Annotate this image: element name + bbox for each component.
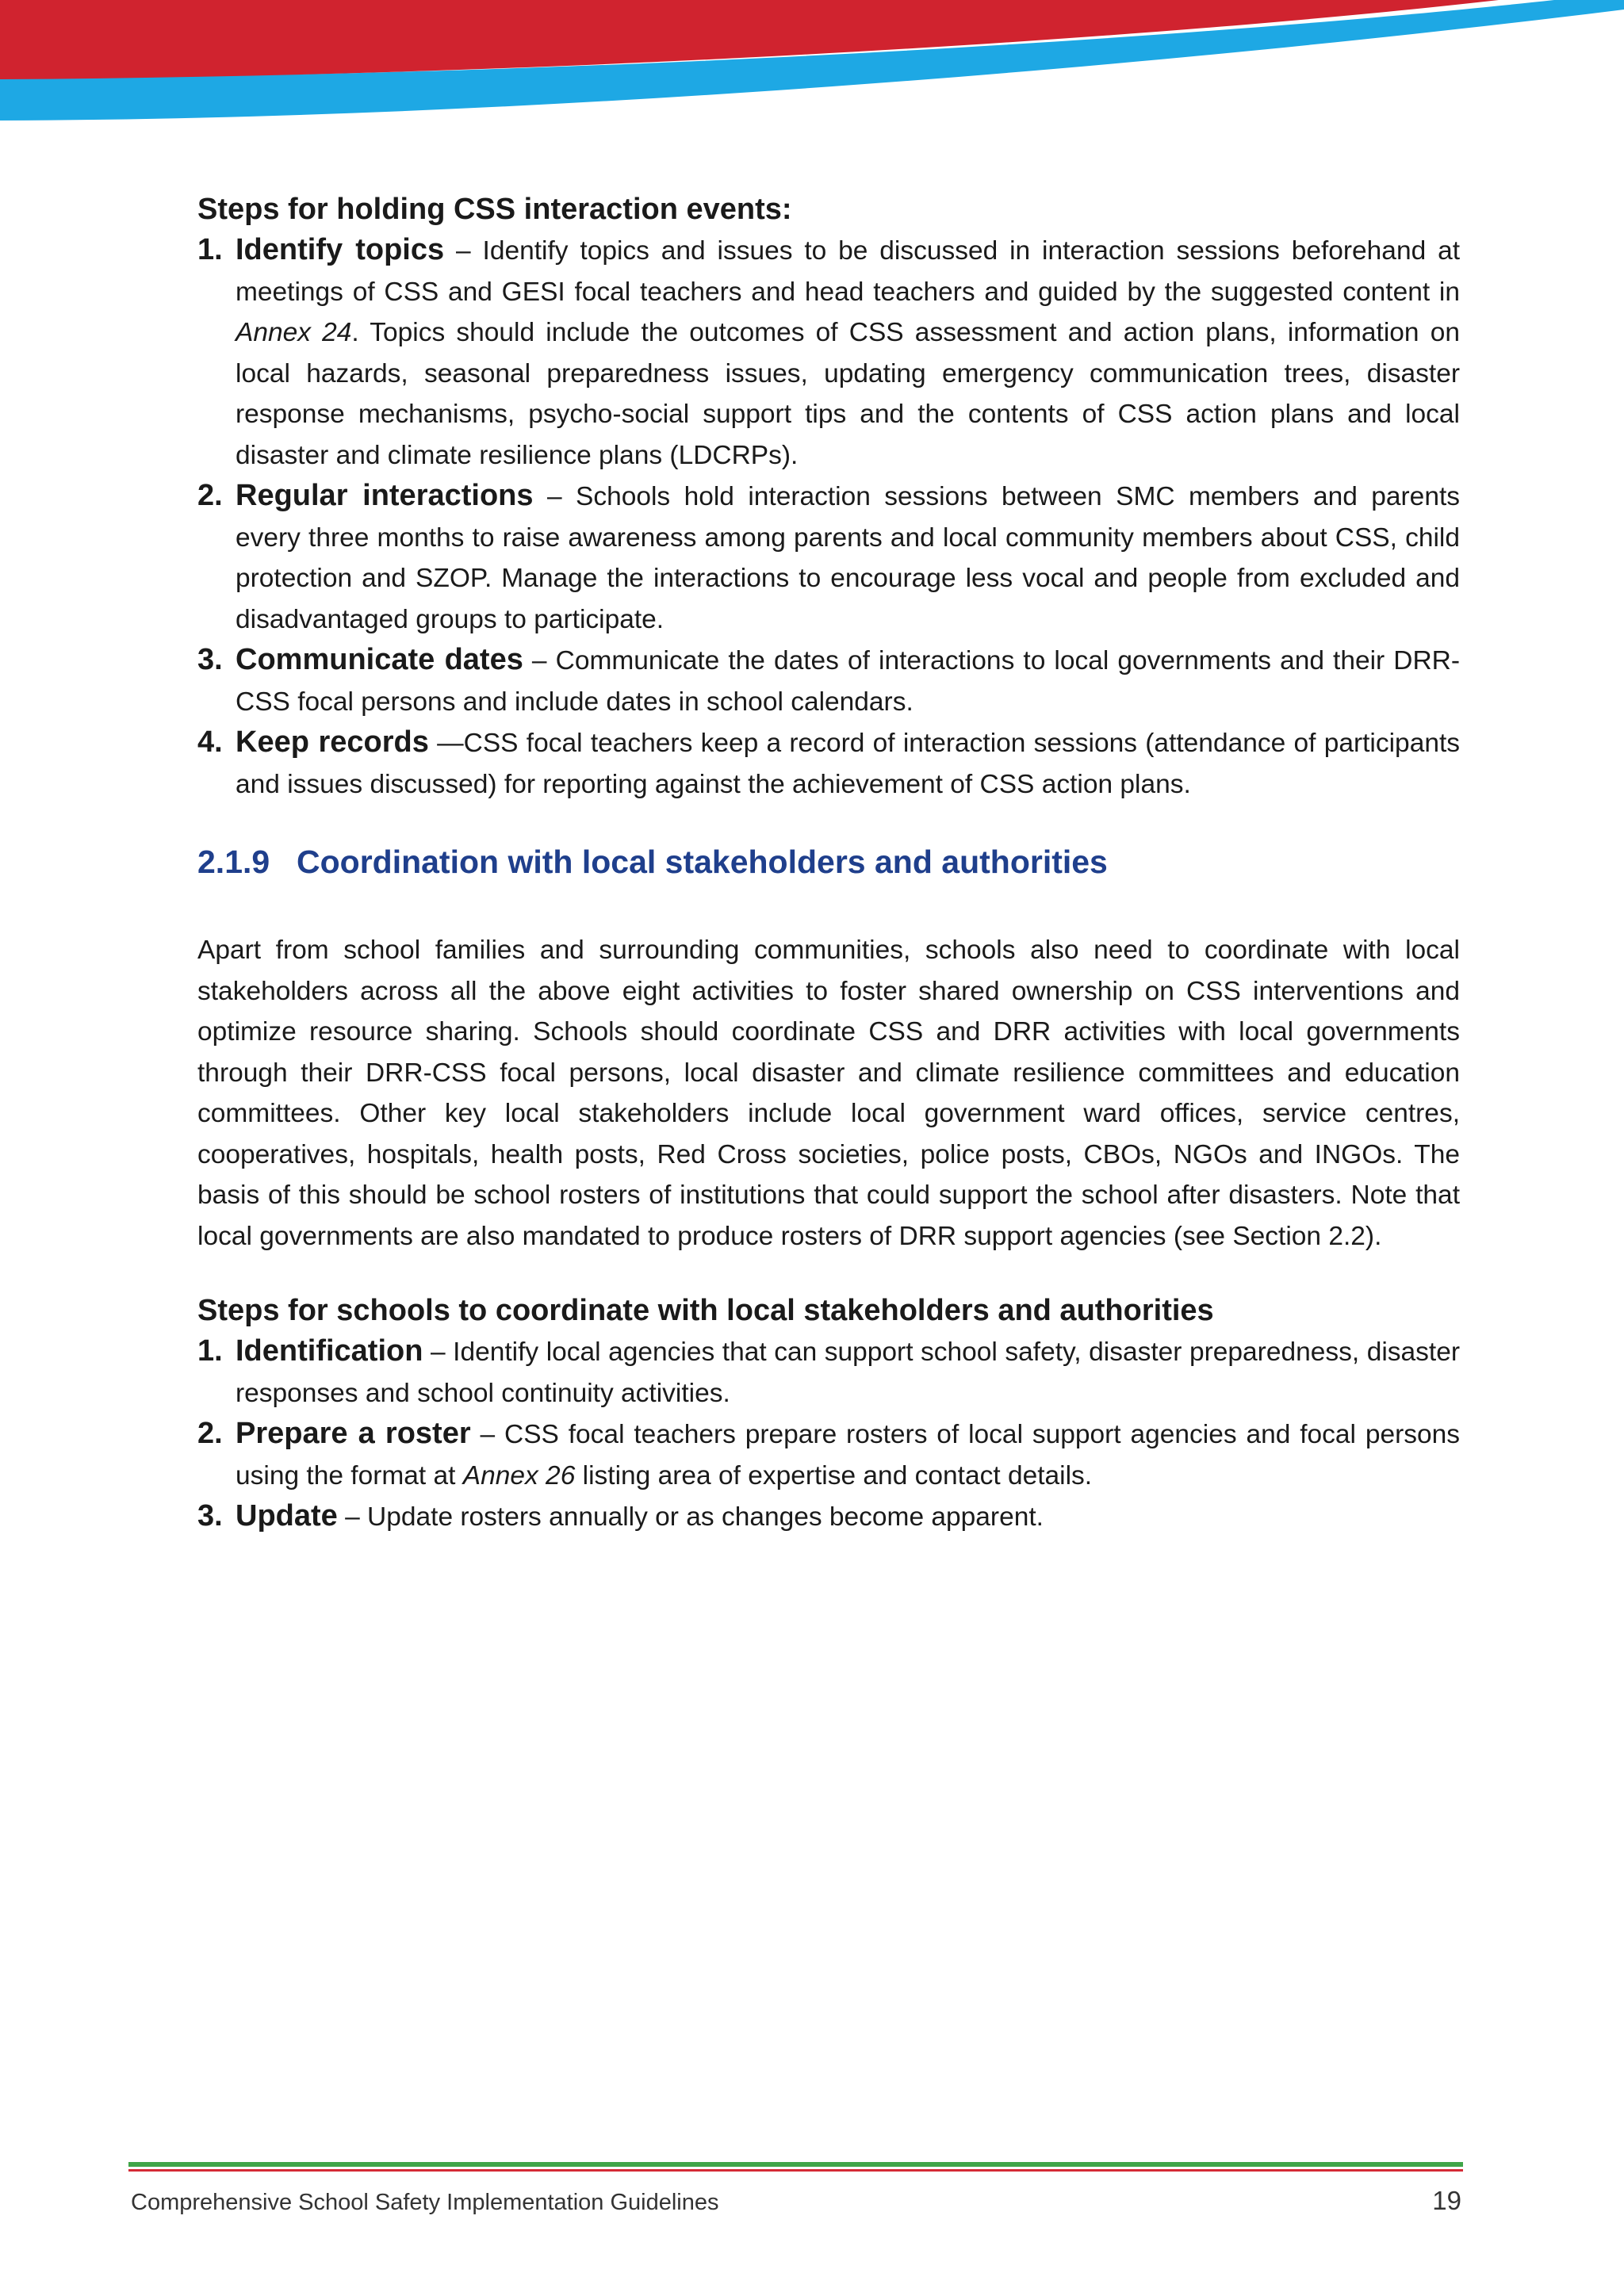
footer-rule-red: [128, 2169, 1463, 2172]
step-separator: –: [337, 1502, 368, 1532]
step-text: CSS focal teachers keep a record of interaction sessions (attendance of participants and issues discussed) for reporting against the achievement of CSS action plans.: [236, 729, 1461, 799]
list-item: [197, 1496, 1460, 1538]
section-paragraph: Apart from school families and surrounding communities, schools also need to coordinate with local stakeholders across all the above eight activities to foster shared ownership on CSS interventions and optimize resource sharing. Schools should coordinate CSS and DRR activities with local governments through their DRR-CSS focal persons, local disaster and climate resilience committees and education committees. Other key local stakeholders include local government ward offices, service centres, cooperatives, hospitals, health posts, Red Cross societies, police posts, CBOs, NGOs and INGOs. The basis of this should be school rosters of institutions that could support the school after disasters. Note that local governments are also mandated to produce rosters of DRR support agencies (see Section 2.2).: [197, 936, 1460, 1251]
step-term: Update: [236, 1499, 338, 1533]
step-text: Identify local agencies that can support school safety, disaster preparedness, disaster responses and school continuity activities.: [236, 1337, 1460, 1408]
section-title: Coordination with local stakeholders and authorities: [297, 844, 1108, 880]
step-text: listing area of expertise and contact details.: [575, 1460, 1093, 1490]
header-banner: [0, 0, 1624, 135]
footer-title: Comprehensive School Safety Implementation Guidelines: [131, 2190, 719, 2215]
step-text: Schools hold interaction sessions between SMC members and parents every three months to raise awareness among parents and local community members about CSS, child protection and SZOP. Manage the interactions to encourage less vocal and people from excluded and disadvantaged groups to participate.: [236, 482, 1461, 634]
step-text: . Topics should include the outcomes of CSS assessment and action plans, information on local hazards, seasonal preparedness issues, updating emergency communication trees, disaster response mechanisms, psycho-social support tips and the contents of CSS action plans and local disaster and climate resilience plans (LDCRPs).: [236, 318, 1460, 470]
list-item: [197, 1414, 1460, 1496]
interaction-steps-list: [197, 230, 1460, 805]
step-number: 3.: [197, 643, 223, 676]
step-term: Identification: [236, 1334, 423, 1368]
step-text: Update rosters annually or as changes become apparent.: [367, 1502, 1044, 1532]
step-number: 3.: [197, 1499, 223, 1533]
step-separator: —: [428, 729, 464, 758]
step-term: Keep records: [236, 725, 429, 759]
step-number: 1.: [197, 233, 223, 266]
list-item: [197, 722, 1460, 805]
footer-rule: [128, 2162, 1463, 2173]
coordination-steps-heading: Steps for schools to coordinate with local stakeholders and authorities: [197, 1294, 1214, 1327]
annex-reference: Annex 24: [236, 318, 352, 347]
annex-reference: Annex 26: [462, 1460, 576, 1490]
step-text: Identify topics and issues to be discussed in interaction sessions beforehand at meetings of CSS and GESI focal teachers and head teachers and guided by the suggested content in: [236, 236, 1461, 307]
coordination-steps-list: [197, 1331, 1460, 1538]
step-number: 4.: [197, 725, 223, 759]
step-separator: –: [444, 236, 483, 266]
list-item: [197, 476, 1460, 640]
step-separator: –: [533, 482, 576, 511]
list-item: [197, 1331, 1460, 1414]
step-number: 2.: [197, 1417, 223, 1450]
list-item: [197, 640, 1460, 722]
list-item: [197, 230, 1460, 476]
step-term: Identify topics: [236, 233, 445, 266]
page-content: [197, 189, 1460, 1538]
step-text: Communicate the dates of interactions to local governments and their DRR-CSS focal persons and include dates in school calendars.: [236, 646, 1460, 717]
step-separator: –: [523, 646, 556, 675]
step-number: 2.: [197, 479, 223, 512]
section-heading: [197, 840, 1460, 884]
step-text: CSS focal teachers prepare rosters of local support agencies and focal persons using the format at: [236, 1420, 1461, 1490]
interaction-steps-heading: Steps for holding CSS interaction events:: [197, 193, 792, 226]
step-term: Regular interactions: [236, 479, 534, 512]
step-term: Prepare a roster: [236, 1417, 471, 1450]
step-separator: –: [470, 1420, 504, 1449]
section-number: 2.1.9: [197, 844, 270, 880]
step-number: 1.: [197, 1334, 223, 1368]
page-number: 19: [1432, 2186, 1461, 2215]
step-term: Communicate dates: [236, 643, 523, 676]
step-separator: –: [423, 1337, 454, 1367]
